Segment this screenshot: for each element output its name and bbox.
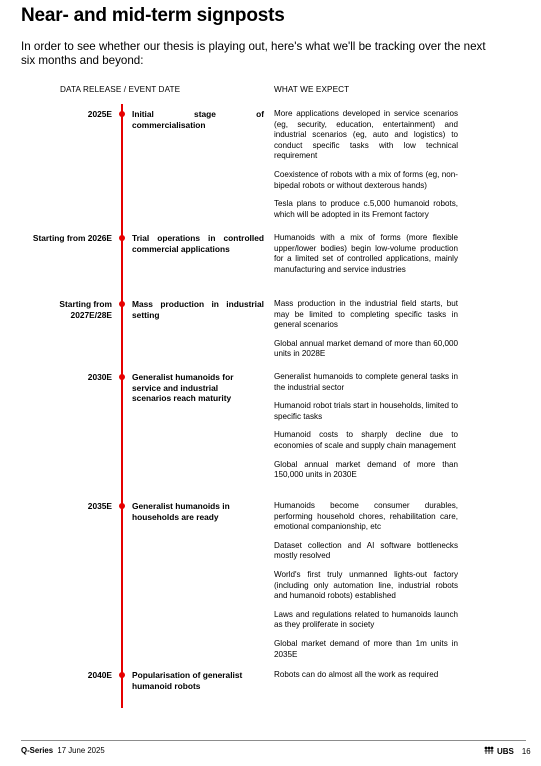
- timeline-dot: [119, 672, 125, 678]
- row-date: 2035E: [87, 501, 112, 511]
- row-date: 2025E: [87, 109, 112, 119]
- timeline-dot: [119, 301, 125, 307]
- expectation-item: Generalist humanoids to complete general tasks in the industrial sector: [274, 372, 458, 392]
- row-milestone: Generalist humanoids in households are ready: [132, 501, 230, 522]
- row-milestone: Initial stage of commercialisation: [132, 109, 264, 130]
- expectation-item: World's first truly unmanned lights-out factory (including only automation line, industrial robots and humanoid robots) established: [274, 569, 458, 601]
- expectation-item: Humanoid costs to sharply decline due to economies of scale and supply chain management: [274, 430, 458, 450]
- expectation-item: Tesla plans to produce c.5,000 humanoid robots, which will be adopted in its Fremont factory: [274, 199, 458, 219]
- timeline-dot: [119, 503, 125, 509]
- expectation-item: Global annual market demand of more than 60,000 units in 2028E: [274, 338, 458, 359]
- row-expectations: [274, 233, 458, 283]
- page-subtitle: In order to see whether our thesis is playing out, here's what we'll be tracking over the next six months and beyond:: [21, 40, 486, 67]
- expectation-item: Dataset collection and AI software bottlenecks mostly resolved: [274, 540, 458, 561]
- ubs-keys-icon: [484, 746, 494, 757]
- footer-right: [484, 746, 531, 757]
- page-number: 16: [521, 747, 531, 756]
- row-expectations: [274, 501, 458, 668]
- row-milestone: Mass production in industrial setting: [132, 299, 264, 320]
- footer-left: [21, 746, 105, 755]
- footer-series: Q-Series: [21, 746, 54, 755]
- expectation-item: Humanoids with a mix of forms (more flexible upper/lower bodies) begin low-volume production for a limited set of controlled applications, mainly manufacturing and service industries: [274, 233, 458, 274]
- column-header-expect: WHAT WE EXPECT: [274, 85, 350, 94]
- row-milestone: Generalist humanoids for service and industrial scenarios reach maturity: [132, 372, 234, 403]
- row-date: 2030E: [87, 372, 112, 382]
- page-title: Near- and mid-term signposts: [21, 5, 285, 26]
- expectation-item: Coexistence of robots with a mix of forms (eg, non-bipedal robots or without dexterous hands): [274, 169, 458, 190]
- row-date: 2040E: [87, 670, 112, 680]
- row-expectations: [274, 109, 458, 228]
- row-milestone: Trial operations in controlled commercial applications: [132, 233, 264, 254]
- footer-date: 17 June 2025: [57, 746, 105, 755]
- ubs-logo: UBS: [497, 747, 514, 756]
- expectation-item: Humanoids become consumer durables, performing household chores, rehabilitation care, emotional companionship, etc: [274, 501, 458, 532]
- timeline-dot: [119, 374, 125, 380]
- row-expectations: [274, 670, 458, 689]
- row-expectations: [274, 372, 458, 489]
- timeline-dot: [119, 235, 125, 241]
- row-date: Starting from 2026E: [32, 233, 112, 243]
- timeline-line: [121, 104, 123, 708]
- expectation-item: Mass production in the industrial field starts, but may be limited to completing specific tasks in general scenarios: [274, 299, 458, 330]
- row-expectations: [274, 299, 458, 368]
- expectation-item: Global market demand of more than 1m units in 2035E: [274, 638, 458, 659]
- expectation-item: Robots can do almost all the work as required: [274, 670, 439, 679]
- expectation-item: Laws and regulations related to humanoids launch as they proliferate in society: [274, 609, 458, 630]
- row-date: Starting from 2027E/28E: [59, 299, 112, 320]
- footer-divider: [21, 740, 526, 741]
- timeline-dot: [119, 111, 125, 117]
- column-header-date: DATA RELEASE / EVENT DATE: [60, 85, 181, 94]
- expectation-item: Global annual market demand of more than 150,000 units in 2030E: [274, 459, 458, 480]
- expectation-item: More applications developed in service scenarios (eg, security, education, entertainment) and industrial scenarios (eg, auto and logistics) to conduct specific tasks with low technical requirement: [274, 109, 458, 161]
- expectation-item: Humanoid robot trials start in households, limited to specific tasks: [274, 401, 458, 421]
- row-milestone: Popularisation of generalist humanoid robots: [132, 670, 243, 691]
